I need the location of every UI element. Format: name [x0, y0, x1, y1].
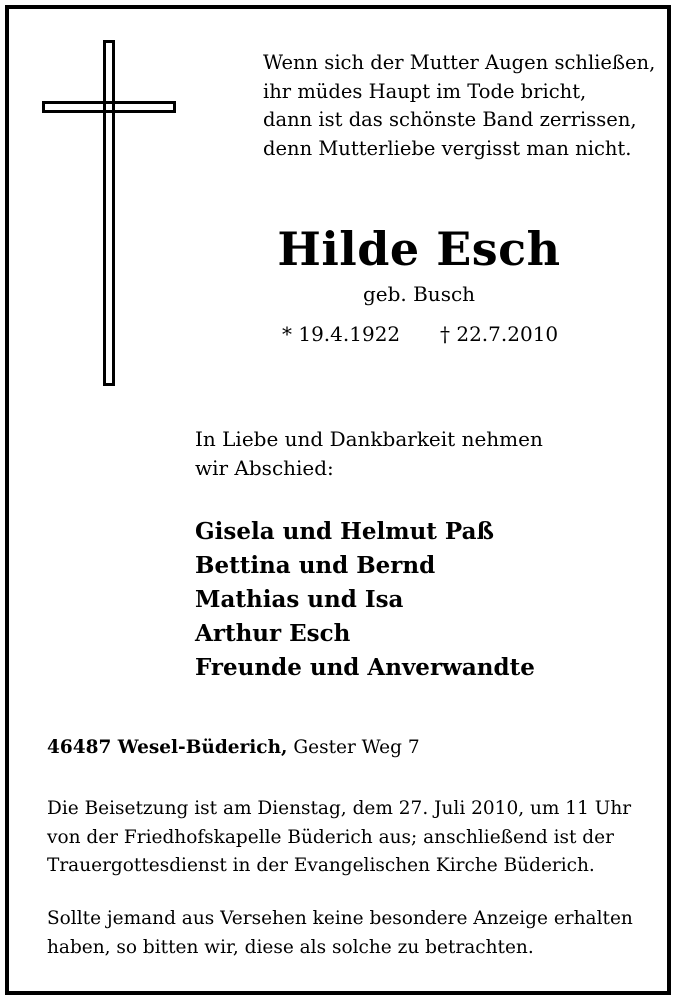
mourners-list — [195, 515, 535, 685]
poem — [263, 49, 655, 163]
address-city: 46487 Wesel-Büderich, — [47, 737, 288, 758]
death-date: † 22.7.2010 — [440, 322, 559, 346]
obituary-notice — [5, 5, 671, 995]
funeral-line: von der Friedhofskapelle Büderich aus; anschließend ist der — [47, 826, 614, 848]
funeral-info — [47, 795, 631, 881]
farewell-line: wir Abschied: — [195, 456, 334, 480]
funeral-line: Trauergottesdienst in der Evangelischen Kirche Büderich. — [47, 855, 595, 876]
mourner-entry: Freunde und Anverwandte — [195, 654, 535, 681]
notice-line: haben, so bitten wir, diese als solche zu betrachten. — [47, 936, 534, 958]
birth-date: * 19.4.1922 — [282, 322, 401, 346]
mourner-entry: Bettina und Bernd — [195, 552, 436, 579]
poem-line: Wenn sich der Mutter Augen schließen, — [263, 51, 656, 74]
notice-line: Sollte jemand aus Versehen keine besondere Anzeige erhalten — [47, 908, 633, 929]
mourner-entry: Gisela und Helmut Paß — [195, 518, 494, 545]
poem-line: denn Mutterliebe vergisst man nicht. — [263, 136, 632, 160]
address — [47, 735, 420, 761]
notice-text — [47, 905, 633, 962]
poem-line: dann ist das schönste Band zerrissen, — [263, 108, 637, 131]
mourner-entry: Mathias und Isa — [195, 586, 404, 613]
mourner-entry: Arthur Esch — [195, 620, 351, 647]
funeral-line: Die Beisetzung ist am Dienstag, dem 27. Juli 2010, um 11 Uhr — [47, 798, 632, 819]
farewell-line: In Liebe und Dankbarkeit nehmen — [195, 427, 543, 451]
maiden-name: geb. Busch — [362, 282, 476, 306]
farewell-text — [195, 425, 543, 483]
poem-line: ihr müdes Haupt im Tode bricht, — [263, 79, 587, 103]
address-street: Gester Weg 7 — [287, 737, 420, 758]
deceased-name: Hilde Esch — [277, 222, 561, 276]
cross-icon — [42, 40, 176, 386]
